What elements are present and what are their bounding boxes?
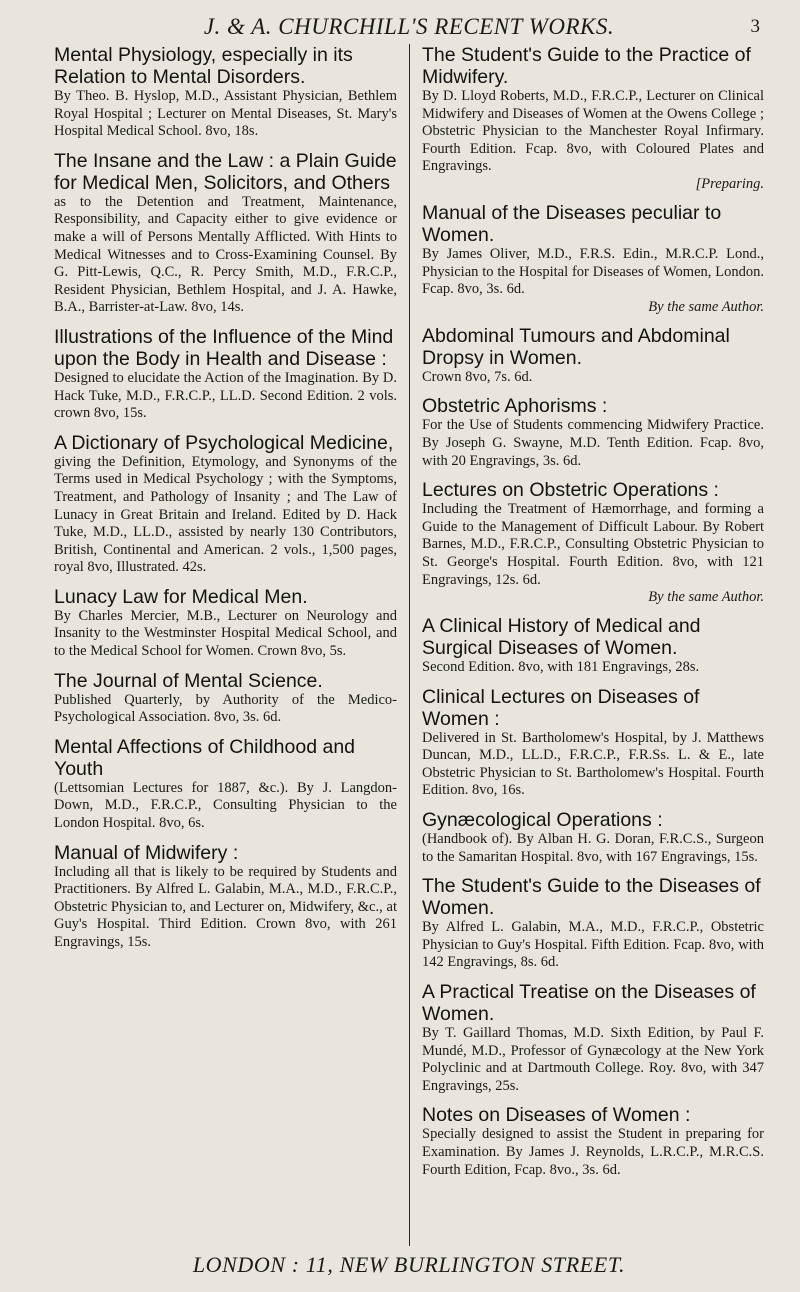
book-description: Crown 8vo, 7s. 6d. (422, 368, 533, 385)
book-entry (54, 432, 397, 577)
book-entry (422, 395, 764, 470)
book-description: as to the Detention and Treatment, Maintenance, Responsibility, and Capacity either to give evidence or make a will of Persons Mentally Afflicted. With Hints to Medical Witnesses and to Cross-Examining Counsel. By G. Pitt-Lewis, Q.C., R. Percy Smith, M.D., F.R.C.P., Resident Physician, Bethlem Hospital, and J. A. Hawke, B.A., Barrister-at-Law. 8vo, 14s. (54, 193, 397, 316)
book-entry (422, 809, 764, 866)
book-description: By Alfred L. Galabin, M.A., M.D., F.R.C.P., Obstetric Physician to Guy's Hospital. Fifth Edition. Fcap. 8vo, with 142 Engravings, 8s. 6d. (422, 919, 764, 971)
book-description: By James Oliver, M.D., F.R.S. Edin., M.R.C.P. Lond., Physician to the Hospital for Diseases of Women, London. Fcap. 8vo, 3s. 6d. (422, 245, 764, 298)
book-entry (422, 1104, 764, 1179)
book-entry (54, 150, 397, 317)
book-entry (54, 670, 397, 727)
book-description: Designed to elucidate the Action of the Imagination. By D. Hack Tuke, M.D., F.R.C.P., LL.D. Second Edition. 2 vols. crown 8vo, 15s. (54, 369, 397, 422)
book-entry (54, 586, 397, 661)
page-header (54, 10, 764, 44)
book-note: By the same Author. (648, 298, 764, 315)
book-title: The Journal of Mental Science. (54, 669, 323, 692)
book-title: Clinical Lectures on Diseases of Women : (422, 685, 700, 730)
book-entry (54, 736, 397, 833)
book-title: Manual of Midwifery : (54, 841, 239, 864)
book-title: Mental Affections of Childhood and Youth (54, 735, 356, 780)
book-entry (422, 686, 764, 800)
book-description: Including the Treatment of Hæmorrhage, and forming a Guide to the Management of Difficult Labour. By Robert Barnes, M.D., F.R.C.P., Consulting Obstetric Physician to St. George's Hospital. Fourth Edition. 8vo, with 121 Engravings, 12s. 6d. (422, 501, 764, 588)
book-description: giving the Definition, Etymology, and Synonyms of the Terms used in Medical Psychology ; with the Symptoms, Treatment, and Pathology of Insanity ; and The Law of Lunacy in Great Britain and Ireland. Edited by D. Hack Tuke, M.D., LL.D., assisted by nearly 130 Contributors, British, Continental and American. 2 vols., 1,500 pages, royal 8vo, Illustrated. 42s. (54, 453, 397, 576)
book-entry (422, 615, 764, 677)
book-description: Specially designed to assist the Student in preparing for Examination. By James J. Reynolds, L.R.C.P., M.R.C.S. Fourth Edition, Fcap. 8vo., 3s. 6d. (422, 1126, 764, 1178)
publisher-address: LONDON : 11, NEW BURLINGTON STREET. (192, 1252, 626, 1277)
book-description: Delivered in St. Bartholomew's Hospital, by J. Matthews Duncan, M.D., LL.D., F.R.C.P., F.R.Ss. L. & E., late Obstetric Physician to St. Bartholomew's Hospital. Fourth Edition. 8vo, 16s. (422, 729, 764, 799)
book-title: Lectures on Obstetric Operations : (422, 479, 719, 502)
book-title: The Insane and the Law : a Plain Guide for Medical Men, Solicitors, and Others (54, 149, 397, 194)
running-title: J. & A. CHURCHILL'S RECENT WORKS. (203, 14, 615, 39)
book-title: Gynæcological Operations : (422, 809, 663, 832)
book-note: By the same Author. (648, 589, 764, 606)
book-title: Abdominal Tumours and Abdominal Dropsy in Women. (422, 324, 730, 369)
book-description: By D. Lloyd Roberts, M.D., F.R.C.P., Lecturer on Clinical Midwifery and Diseases of Women at the Owens College ; Obstetric Physician to the Manchester Royal Infirmary. Fourth Edition. Fcap. 8vo, with Coloured Plates and Engravings. (422, 88, 764, 175)
book-description: (Lettsomian Lectures for 1887, &c.). By J. Langdon-Down, M.D., F.R.C.P., Consulting Physician to the London Hospital. 8vo, 6s. (54, 779, 397, 832)
book-description: Second Edition. 8vo, with 181 Engravings, 28s. (422, 659, 700, 676)
book-title: The Student's Guide to the Practice of Midwifery. (422, 44, 751, 88)
book-title: Obstetric Aphorisms : (422, 395, 608, 418)
book-title: Manual of the Diseases peculiar to Women. (422, 201, 722, 246)
book-entry (54, 842, 397, 952)
book-entry (422, 981, 764, 1095)
book-description: By Charles Mercier, M.B., Lecturer on Neurology and Insanity to the Westminster Hospital Medical School, and to the Medical School for Women. Crown 8vo, 5s. (54, 607, 397, 660)
book-title: A Practical Treatise on the Diseases of Women. (422, 981, 756, 1026)
book-entry (54, 44, 397, 141)
book-title: The Student's Guide to the Diseases of Women. (422, 875, 761, 920)
book-description: (Handbook of). By Alban H. G. Doran, F.R.C.S., Surgeon to the Samaritan Hospital. 8vo, with 167 Engravings, 15s. (422, 831, 764, 865)
book-entry (422, 479, 764, 606)
book-description: Published Quarterly, by Authority of the Medico-Psychological Association. 8vo, 3s. 6d. (54, 691, 397, 726)
book-entry (422, 202, 764, 316)
book-description: Including all that is likely to be required by Students and Practitioners. By Alfred L. Galabin, M.A., M.D., F.R.C.P., Obstetric Physician to, and Lecturer on, Midwifery, &c., at Guy's Hospital. Third Edition. Crown 8vo, with 261 Engravings, 15s. (54, 863, 397, 950)
page-number: 3 (750, 16, 760, 37)
book-entry (54, 326, 397, 423)
book-entry (422, 44, 764, 193)
book-entry (422, 875, 764, 972)
catalogue-columns (54, 44, 764, 1246)
right-column (409, 44, 764, 1246)
book-description: For the Use of Students commencing Midwifery Practice. By Joseph G. Swayne, M.D. Tenth Edition. Fcap. 8vo, with 20 Engravings, 3s. 6d. (422, 417, 764, 469)
book-title: Lunacy Law for Medical Men. (54, 585, 308, 608)
book-title: Mental Physiology, especially in its Relation to Mental Disorders. (54, 44, 353, 88)
book-note: [Preparing. (695, 175, 764, 192)
book-description: By Theo. B. Hyslop, M.D., Assistant Physician, Bethlem Royal Hospital ; Lecturer on Mental Diseases, St. Mary's Hospital Medical School. 8vo, 18s. (54, 88, 397, 140)
book-title: Notes on Diseases of Women : (422, 1104, 691, 1127)
book-title: Illustrations of the Influence of the Mind upon the Body in Health and Disease : (54, 325, 394, 370)
left-column (54, 44, 409, 1246)
book-description: By T. Gaillard Thomas, M.D. Sixth Edition, by Paul F. Mundé, M.D., Professor of Gynæcology at the New York Polyclinic and at Dartmouth College. Roy. 8vo, with 347 Engravings, 25s. (422, 1025, 764, 1094)
book-title: A Clinical History of Medical and Surgical Diseases of Women. (422, 615, 701, 660)
book-title: A Dictionary of Psychological Medicine, (54, 431, 394, 454)
book-entry (422, 325, 764, 387)
